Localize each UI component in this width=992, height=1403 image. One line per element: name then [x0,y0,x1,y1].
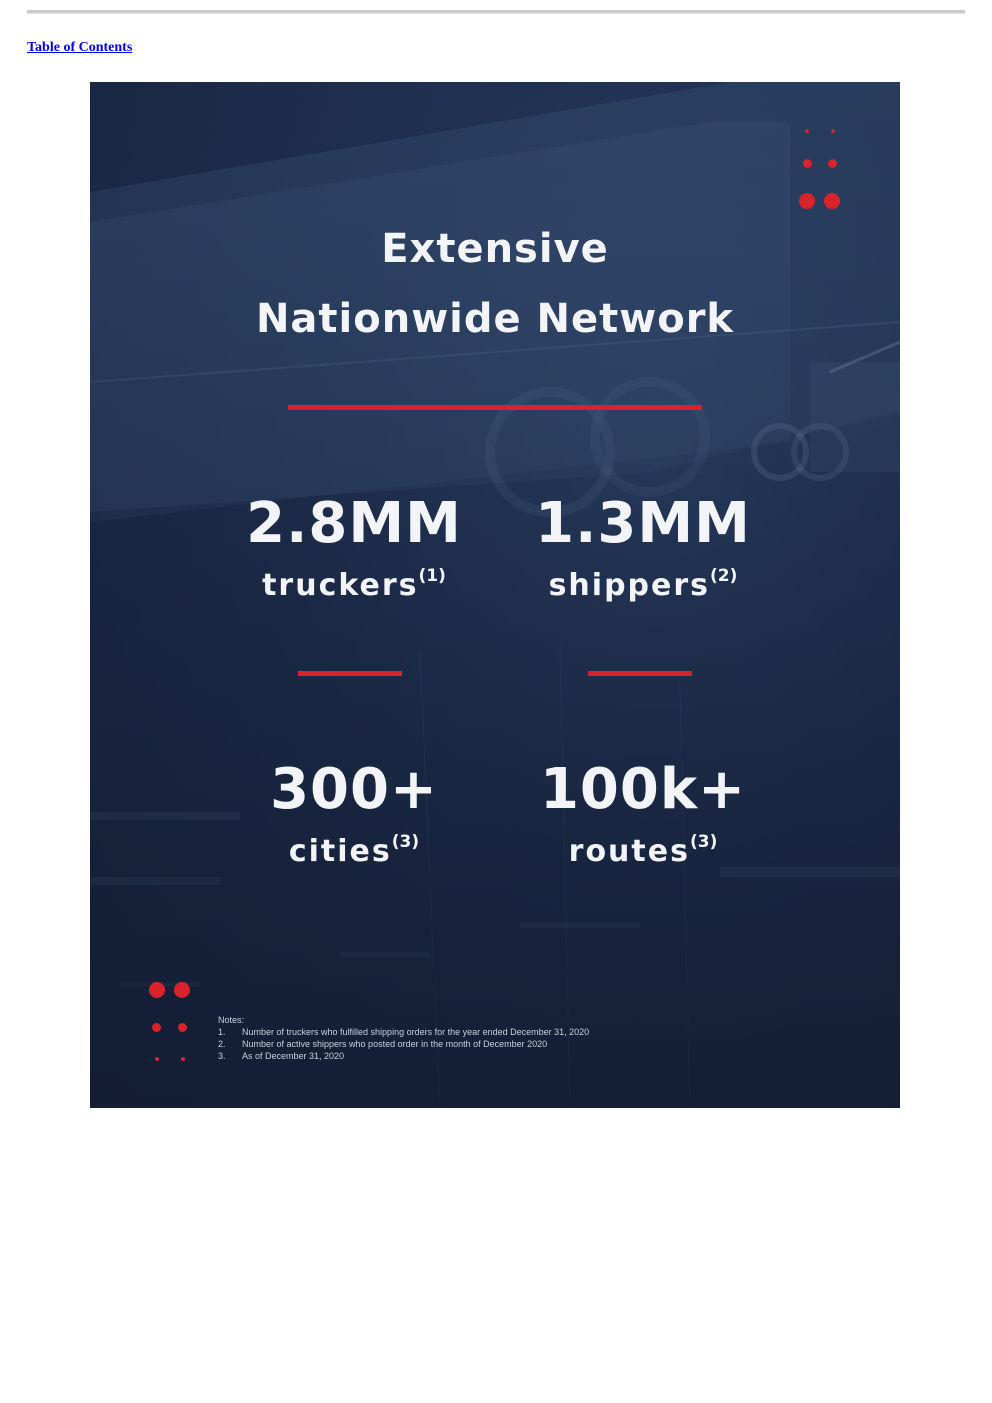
stat-label [493,566,793,603]
stat-label-text: truckers [262,568,419,603]
decor-dot-icon [803,159,812,168]
stat-label [204,566,504,603]
stat-value: 300+ [270,757,438,822]
footnote-number: 2. [218,1039,226,1049]
footnote-item [218,1026,589,1038]
decor-dot-icon [831,129,835,133]
stat-label-text: routes [568,834,690,869]
footnote-text: As of December 31, 2020 [242,1051,345,1061]
footnote-ref: (2) [710,566,738,586]
notes-heading: Notes: [218,1015,245,1025]
footnote-ref: (1) [418,566,446,586]
stat-label-text: cities [288,834,392,869]
footnote-text: Number of active shippers who posted order in the month of December 2020 [242,1039,548,1049]
footnote-ref: (3) [689,832,718,852]
stat-label-text: shippers [548,568,711,603]
headline-line-1: Extensive [381,226,609,272]
decor-dot-icon [152,1023,161,1032]
stat-value: 2.8MM [246,491,462,556]
stat-routes [493,757,793,869]
stat-truckers [204,491,504,603]
stat-divider [298,671,402,676]
decor-dot-icon [824,193,840,209]
headline-line-2: Nationwide Network [255,296,735,342]
stat-cities [204,757,504,869]
decor-dot-icon [181,1057,185,1061]
footnote-item [218,1038,589,1050]
footnote-number: 1. [218,1027,226,1037]
stat-shippers [493,491,793,603]
footnotes [218,1014,589,1062]
top-divider [27,10,965,14]
stat-value: 100k+ [539,757,747,822]
stat-label [204,832,504,869]
decor-dot-icon [799,193,815,209]
stat-value: 1.3MM [535,491,751,556]
footnote-number: 3. [218,1051,226,1061]
decor-dot-icon [155,1057,159,1061]
decor-dot-icon [178,1023,187,1032]
stat-divider [588,671,692,676]
table-of-contents-link[interactable]: Table of Contents [27,40,133,55]
network-infographic [90,82,900,1108]
footnote-item [218,1050,589,1062]
decor-dot-icon [828,159,837,168]
headline-underline [288,405,702,410]
stat-label [493,832,793,869]
decor-dot-icon [805,129,809,133]
decor-dot-icon [174,982,190,998]
footnote-text: Number of truckers who fulfilled shipping orders for the year ended December 31, 2020 [242,1027,590,1037]
decor-dot-icon [149,982,165,998]
footnote-ref: (3) [391,832,420,852]
